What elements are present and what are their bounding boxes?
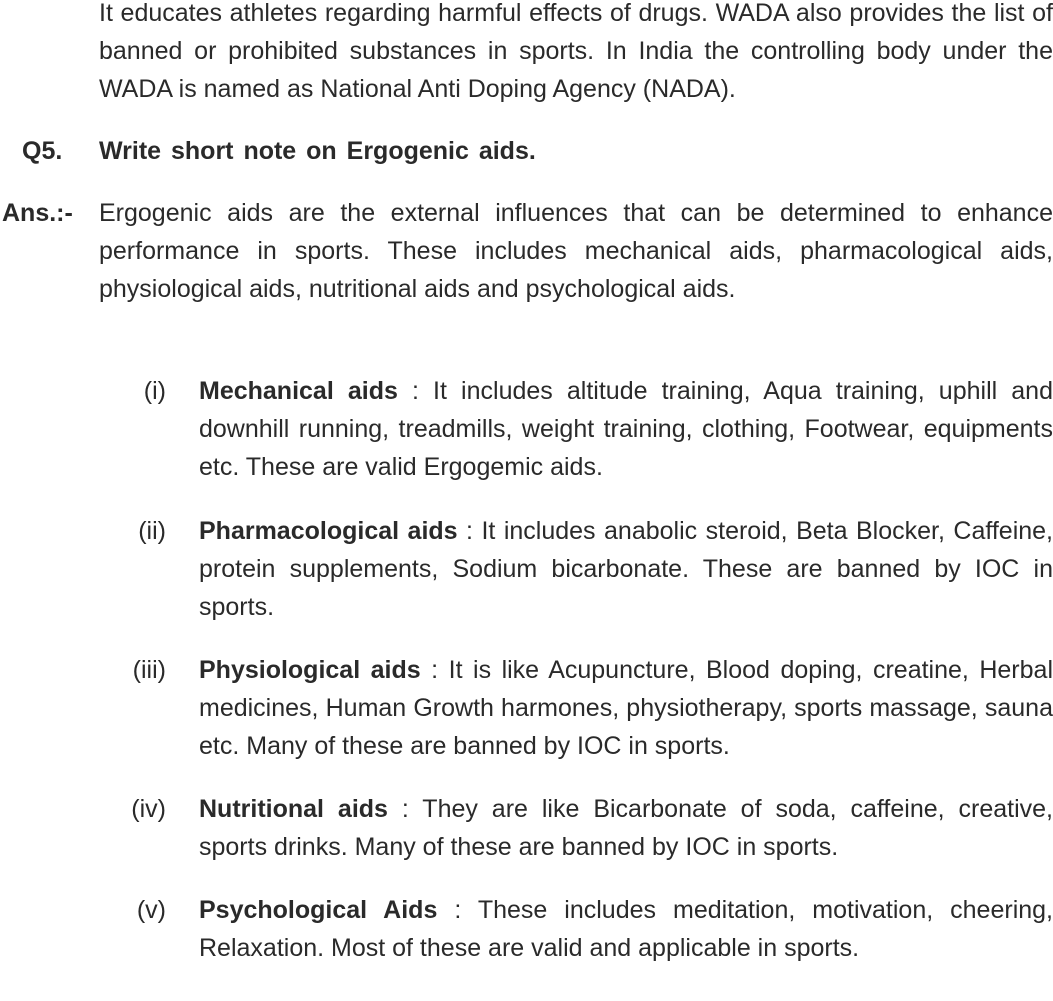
list-item xyxy=(199,891,1053,967)
answer-paragraph: Ergogenic aids are the external influences that can be determined to enhance performance in sports. These includes mechanical aids, pharmacological aids, physiological aids, nutritional aids and psychological aids. xyxy=(99,199,1053,303)
item-number: (iii) xyxy=(132,656,166,684)
item-term: Mechanical aids xyxy=(199,377,398,405)
item-number: (iv) xyxy=(131,795,166,823)
list-item xyxy=(199,372,1053,486)
list-item xyxy=(199,512,1053,626)
item-description: : It is like Acupuncture, Blood doping, creatine, Herbal medicines, Human Growth harmones, physiotherapy, sports massage, sauna etc. Many of these are banned by IOC in sports. xyxy=(199,656,1053,760)
list-item xyxy=(199,790,1053,866)
item-number: (ii) xyxy=(138,517,166,545)
item-description: : They are like Bicarbonate of soda, caffeine, creative, sports drinks. Many of these are banned by IOC in sports. xyxy=(199,795,1053,861)
item-description: : These includes meditation, motivation, cheering, Relaxation. Most of these are valid and applicable in sports. xyxy=(199,896,1053,962)
item-number: (i) xyxy=(143,377,166,405)
item-term: Nutritional aids xyxy=(199,795,388,823)
list-item xyxy=(199,651,1053,765)
answer-label: Ans.:- xyxy=(2,199,73,227)
item-description: : It includes altitude training, Aqua training, uphill and downhill running, treadmills, weight training, clothing, Footwear, equipments etc. These are valid Ergogemic aids. xyxy=(199,377,1053,481)
question-number: Q5. xyxy=(22,137,63,165)
item-number: (v) xyxy=(136,896,166,924)
item-description: : It includes anabolic steroid, Beta Blocker, Caffeine, protein supplements, Sodium bicarbonate. These are banned by IOC in sports. xyxy=(199,517,1053,621)
item-term: Psychological Aids xyxy=(199,896,438,924)
intro-paragraph: It educates athletes regarding harmful effects of drugs. WADA also provides the list of banned or prohibited substances in sports. In India the controlling body under the WADA is named as National Anti Doping Agency (NADA). xyxy=(99,0,1053,103)
item-term: Pharmacological aids xyxy=(199,517,458,545)
question-text: Write short note on Ergogenic aids. xyxy=(99,137,536,165)
item-term: Physiological aids xyxy=(199,656,421,684)
